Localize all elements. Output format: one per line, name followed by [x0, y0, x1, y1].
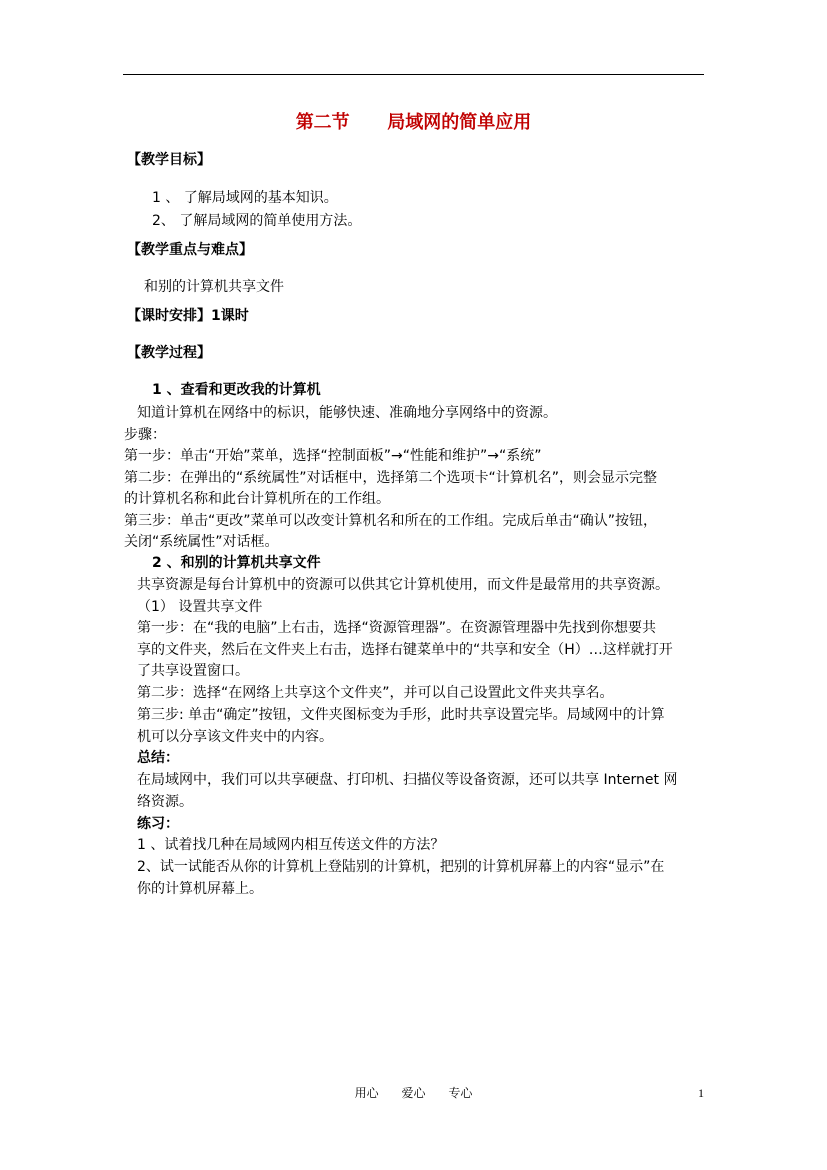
keypoints-text: 和别的计算机共享文件 — [144, 279, 284, 295]
part2-step3-line2: 机可以分享该文件夹中的内容。 — [137, 729, 333, 745]
part2-step1-line3: 了共享设置窗口。 — [137, 663, 249, 679]
steps-label: 步骤： — [124, 427, 166, 443]
part2-step1-line1: 第一步：在“我的电脑”上右击，选择“资源管理器”。在资源管理器中先找到你想要共 — [137, 620, 657, 636]
page-number: 1 — [698, 1086, 704, 1100]
part1-step3-line1: 第三步：单击“更改”菜单可以改变计算机名和所在的工作组。完成后单击“确认”按钮， — [124, 513, 658, 529]
part1-step2-line2: 的计算机名称和此台计算机所在的工作组。 — [124, 491, 390, 507]
exercise-item2-line1: 2、试一试能否从你的计算机上登陆别的计算机，把别的计算机屏幕上的内容“显示”在 — [137, 859, 665, 875]
objective-1: 1 、 了解局域网的基本知识。 — [152, 190, 338, 206]
exercise-item1: 1 、试着找几种在局域网内相互传送文件的方法？ — [137, 837, 445, 853]
summary-line1: 在局域网中，我们可以共享硬盘、打印机、扫描仪等设备资源，还可以共享 Internet 网 — [137, 772, 678, 788]
part1-step3-line2: 关闭“系统属性”对话框。 — [124, 534, 279, 550]
part2-intro: 共享资源是每台计算机中的资源可以供其它计算机使用，而文件是最常用的共享资源。 — [137, 577, 669, 593]
exercise-heading: 练习： — [137, 816, 179, 832]
header-rule — [123, 74, 704, 75]
part1-heading: 1 、查看和更改我的计算机 — [152, 382, 321, 398]
part1-step2-line1: 第二步：在弹出的“系统属性”对话框中，选择第二个选项卡“计算机名”，则会显示完整 — [124, 470, 658, 486]
part2-heading: 2 、和别的计算机共享文件 — [152, 555, 321, 571]
objectives-heading: 【教学目标】 — [127, 152, 211, 168]
keypoints-heading: 【教学重点与难点】 — [127, 242, 253, 258]
page-title: 第二节 局域网的简单应用 — [295, 112, 532, 133]
schedule-heading: 【课时安排】1课时 — [127, 308, 249, 324]
exercise-item2-line2: 你的计算机屏幕上。 — [137, 881, 263, 897]
footer-text: 用心 爱心 专心 — [354, 1086, 473, 1100]
part1-step1: 第一步：单击“开始”菜单，选择“控制面板”→“性能和维护”→“系统” — [124, 448, 542, 464]
summary-heading: 总结： — [137, 750, 179, 766]
summary-line2: 络资源。 — [137, 794, 193, 810]
part2-sub-heading: （1） 设置共享文件 — [137, 599, 263, 615]
part2-step3-line1: 第三步: 单击“确定”按钮，文件夹图标变为手形，此时共享设置完毕。局域网中的计算 — [137, 707, 665, 723]
objective-2: 2、 了解局域网的简单使用方法。 — [152, 213, 362, 229]
part2-step1-line2: 享的文件夹，然后在文件夹上右击，选择右键菜单中的“共享和安全（H）…这样就打开 — [137, 642, 673, 658]
process-heading: 【教学过程】 — [127, 345, 211, 361]
part1-intro: 知道计算机在网络中的标识，能够快速、准确地分享网络中的资源。 — [137, 405, 557, 421]
part2-step2: 第二步：选择“在网络上共享这个文件夹”，并可以自己设置此文件夹共享名。 — [137, 685, 614, 701]
